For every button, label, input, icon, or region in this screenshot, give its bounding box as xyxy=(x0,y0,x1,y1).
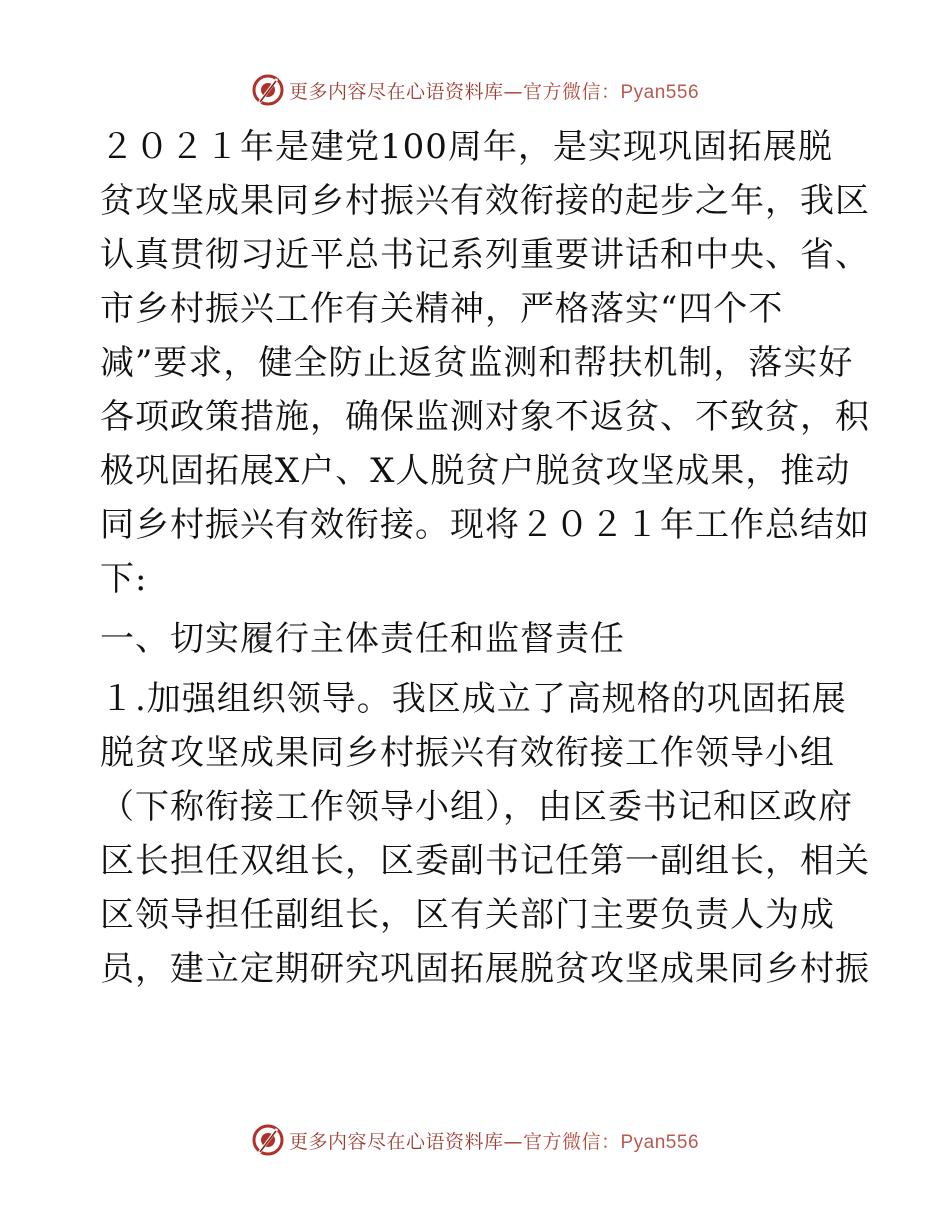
paragraph-intro xyxy=(100,120,870,606)
logo-icon xyxy=(251,1123,285,1157)
text-line: 减”要求，健全防止返贫监测和帮扶机制，落实好 xyxy=(100,343,854,383)
text-line: 贫攻坚成果同乡村振兴有效衔接的起步之年，我区 xyxy=(100,181,870,221)
text-line: 市乡村振兴工作有关精神，严格落实“四个不 xyxy=(100,289,784,329)
text-line: 认真贯彻习近平总书记系列重要讲话和中央、省、 xyxy=(100,235,870,275)
text-line: １.加强组织领导。我区成立了高规格的巩固拓展 xyxy=(100,679,847,719)
logo-icon xyxy=(251,73,285,107)
text-line: 区长担任双组长，区委副书记任第一副组长，相关 xyxy=(100,841,870,881)
heading-line: 一、切实履行主体责任和监督责任 xyxy=(100,619,625,659)
document-body xyxy=(100,120,870,996)
watermark-text: 更多内容尽在心语资料库—官方微信：Pyan556 xyxy=(288,1130,700,1153)
text-line: 员，建立定期研究巩固拓展脱贫攻坚成果同乡村振 xyxy=(100,949,870,989)
text-line: 各项政策措施，确保监测对象不返贫、不致贫，积 xyxy=(100,397,870,437)
watermark-bottom xyxy=(0,1120,950,1160)
text-line: 区领导担任副组长，区有关部门主要负责人为成 xyxy=(100,895,835,935)
text-line: 下: xyxy=(100,559,148,599)
text-line: 脱贫攻坚成果同乡村振兴有效衔接工作领导小组 xyxy=(100,733,835,773)
watermark-top xyxy=(0,70,950,110)
text-line: ２０２１年是建党100周年，是实现巩固拓展脱 xyxy=(100,127,833,167)
text-line: 同乡村振兴有效衔接。现将２０２１年工作总结如 xyxy=(100,505,870,545)
text-line: 极巩固拓展X户、X人脱贫户脱贫攻坚成果，推动 xyxy=(100,451,851,491)
section-heading xyxy=(100,612,860,666)
watermark-text: 更多内容尽在心语资料库—官方微信：Pyan556 xyxy=(288,80,700,103)
text-line: （下称衔接工作领导小组），由区委书记和区政府 xyxy=(100,787,853,827)
paragraph-item-1 xyxy=(100,672,870,996)
